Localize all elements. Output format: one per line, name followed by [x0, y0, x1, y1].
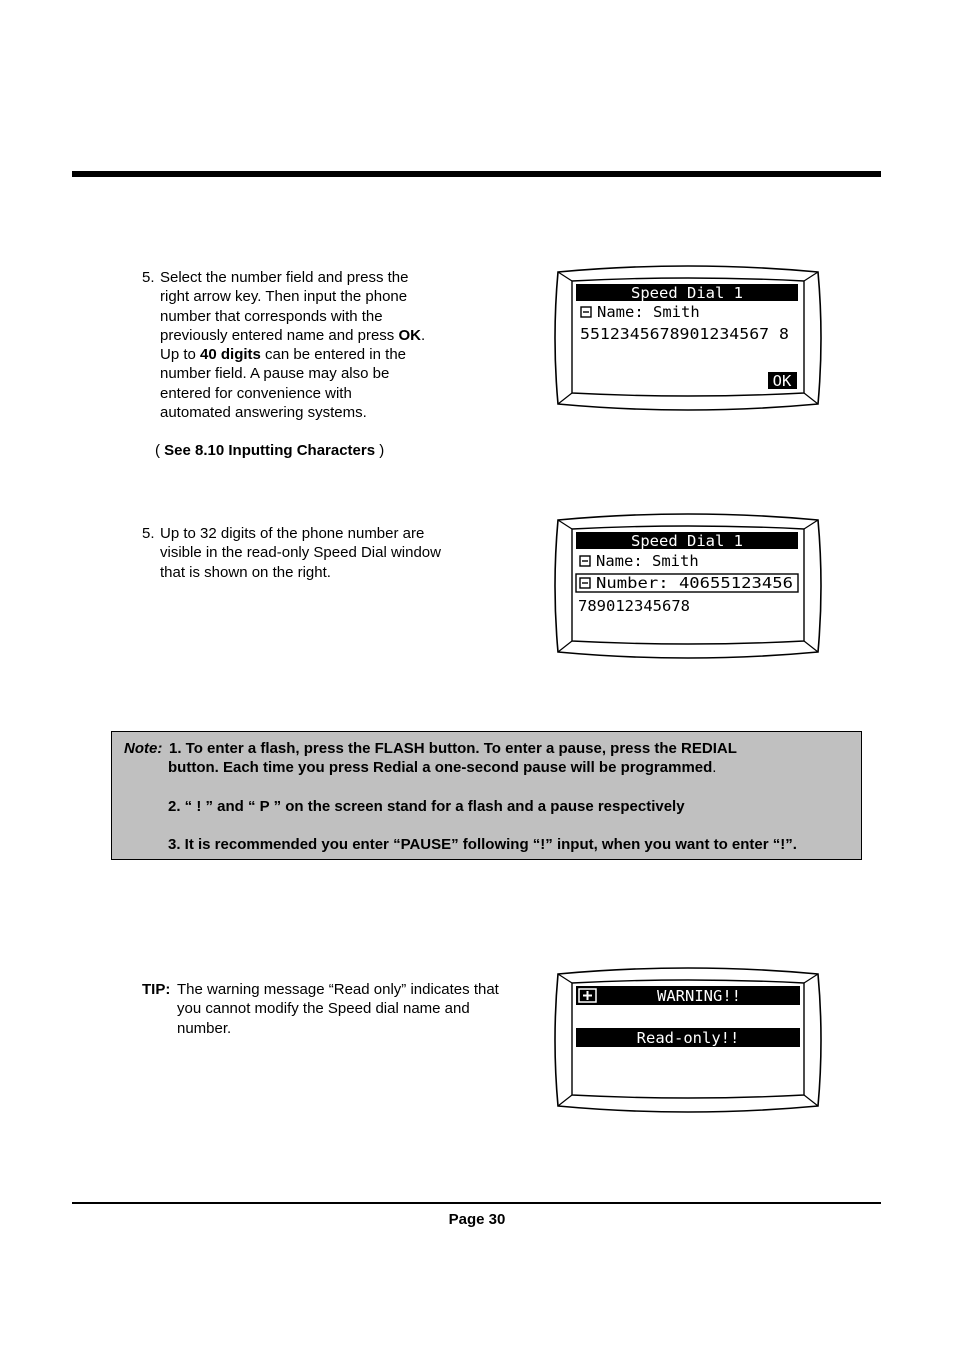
- tip-label: TIP:: [142, 981, 171, 998]
- step-2-line-2: visible in the read-only Speed Dial window: [160, 544, 441, 562]
- tip-line-3: number.: [177, 1019, 232, 1037]
- screen-1-title: Speed Dial 1: [631, 284, 743, 302]
- screen-2-number-continued: 789012345678: [578, 597, 690, 615]
- step-1-line-7: entered for convenience with: [160, 384, 352, 402]
- tip-line-1: The warning message “Read only” indicates that: [177, 981, 499, 998]
- screen-2-title: Speed Dial 1: [631, 532, 743, 550]
- step-1-line-1: Select the number field and press the: [160, 269, 409, 286]
- screen-2-number-row: Number: 40655123456: [596, 574, 793, 592]
- step-2-paragraph: [142, 524, 482, 594]
- note-item-2: 2. “ ! ” and “ P ” on the screen stand for a flash and a pause respectively: [168, 798, 685, 815]
- step-1-number: 5.: [142, 269, 155, 286]
- screen-1-name-row: Name: Smith: [597, 303, 700, 321]
- screen-1-number: 5512345678901234567 8: [580, 325, 789, 343]
- step-1-line-4: previously entered name and press OK.: [160, 326, 426, 344]
- step-1-line-3: number that corresponds with the: [160, 307, 383, 325]
- note-box: [111, 731, 862, 860]
- lcd-screen-speed-dial-edit: [553, 262, 823, 414]
- step-1-line-2: right arrow key. Then input the phone: [160, 288, 408, 306]
- step-1-line-8: automated answering systems.: [160, 404, 367, 422]
- lcd-screen-speed-dial-view: [553, 510, 823, 662]
- screen-2-name-row: Name: Smith: [596, 552, 699, 570]
- step-1-line-6: number field. A pause may also be: [160, 365, 390, 383]
- step-1-line-5: Up to 40 digits can be entered in the: [160, 346, 406, 364]
- lcd-screen-warning: [553, 964, 823, 1116]
- header-rule: [72, 171, 881, 177]
- step-2-line-1: Up to 32 digits of the phone number are: [160, 525, 425, 542]
- screen-3-read-only: Read-only!!: [636, 1029, 740, 1047]
- step-1-paragraph: [142, 268, 472, 468]
- note-item-3: 3. It is recommended you enter “PAUSE” following “!” input, when you want to enter “!”.: [168, 836, 797, 853]
- step-2-line-3: that is shown on the right.: [160, 563, 331, 581]
- note-item-1-line-2: button. Each time you press Redial a one-second pause will be programmed.: [168, 759, 717, 776]
- step-2-number: 5.: [142, 525, 155, 542]
- page-number: Page 30: [448, 1211, 506, 1228]
- note-item-1-line-1: 1. To enter a flash, press the FLASH button. To enter a pause, press the REDIAL: [169, 740, 737, 757]
- screen-1-ok-softkey: OK: [772, 372, 792, 390]
- footer-rule: [72, 1202, 881, 1204]
- cross-reference: ( See 8.10 Inputting Characters ): [155, 442, 385, 459]
- screen-3-warning: WARNING!!: [657, 987, 741, 1005]
- tip-line-2: you cannot modify the Speed dial name and: [177, 1000, 470, 1018]
- note-label: Note:: [124, 740, 163, 757]
